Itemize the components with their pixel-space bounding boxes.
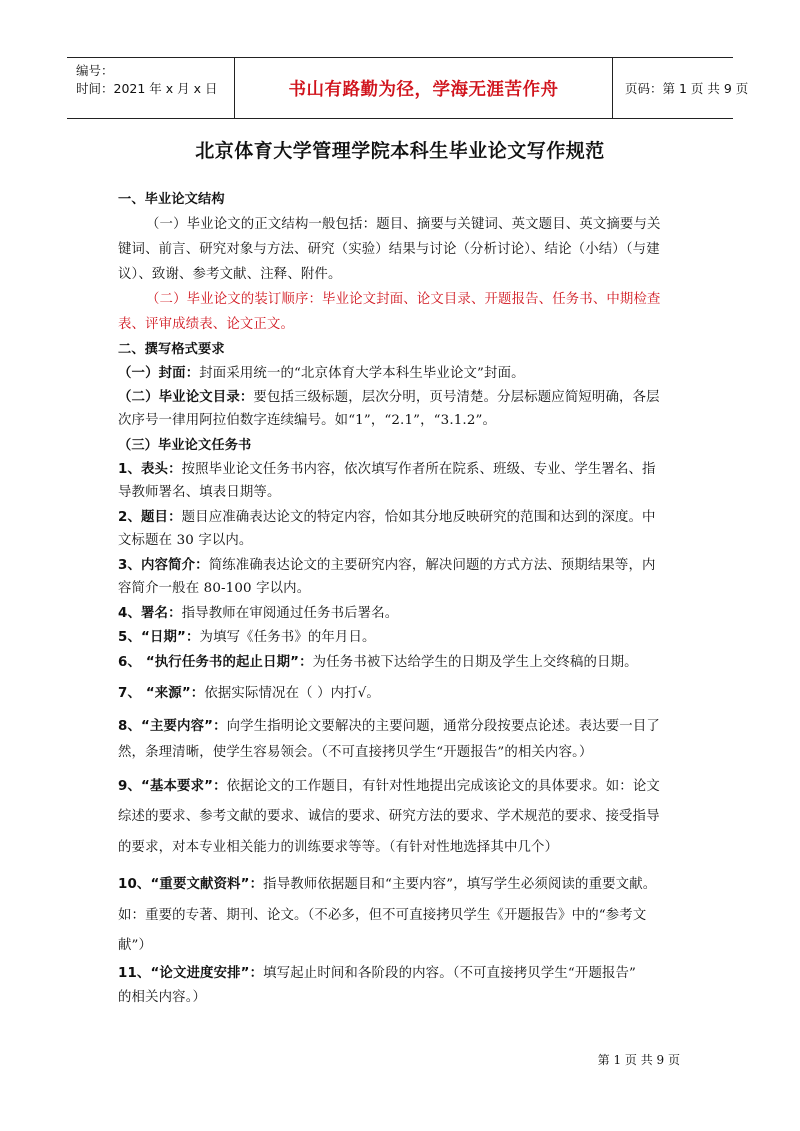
item-8-label: 8、“主要内容”： [118, 719, 227, 734]
toc-text: 要包括三级标题，层次分明，页号清楚。分层标题应简短明确，各层 [253, 390, 660, 405]
toc-label: （二）毕业论文目录： [118, 390, 254, 405]
item-10-text: 指导教师依据题目和“主要内容”，填写学生必须阅读的重要文献。 [263, 877, 657, 892]
item-9-cont: 综述的要求、参考文献的要求、诚信的要求、研究方法的要求、学术规范的要求、接受指导 [118, 809, 660, 824]
cover-item [118, 362, 525, 381]
item-3-text: 简练准确表达论文的主要研究内容，解决问题的方式方法、预期结果等，内 [208, 558, 656, 573]
item-9 [118, 775, 660, 794]
item-11-text: 填写起止时间和各阶段的内容。（不可直接拷贝学生“开题报告” [263, 966, 637, 981]
item-4-text: 指导教师在审阅通过任务书后署名。 [181, 606, 399, 621]
item-4-label: 4、署名： [118, 606, 182, 621]
item-4 [118, 602, 398, 621]
item-3-cont: 容简介一般在 80-100 字以内。 [118, 581, 311, 596]
item-2 [118, 506, 656, 525]
item-3-label: 3、内容简介： [118, 558, 209, 573]
binding-order-line: 表、评审成绩表、论文正文。 [118, 317, 295, 332]
item-5 [118, 626, 376, 645]
item-1-text: 按照毕业论文任务书内容，依次填写作者所在院系、班级、专业、学生署名、指 [181, 462, 656, 477]
header-meta-cell [67, 58, 235, 118]
toc-text-cont: 次序号一律用阿拉伯数字连续编号。如“1”，“2.1”，“3.1.2”。 [118, 413, 497, 428]
item-9-cont: 的要求，对本专业相关能力的训练要求等等。（有针对性地选择其中几个） [118, 840, 559, 855]
item-7 [118, 682, 380, 701]
task-heading: （三）毕业论文任务书 [118, 438, 252, 453]
item-1 [118, 458, 656, 477]
item-6-text: 为任务书被下达给学生的日期及学生上交终稿的日期。 [312, 655, 638, 670]
item-2-cont: 文标题在 30 字以内。 [118, 533, 253, 548]
item-11-cont: 的相关内容。） [118, 990, 207, 1005]
item-5-text: 为填写《任务书》的年月日。 [199, 630, 376, 645]
section-1-heading: 一、毕业论文结构 [118, 192, 225, 207]
header-page-cell [613, 58, 749, 118]
toc-item [118, 386, 660, 405]
item-2-text: 题目应准确表达论文的特定内容，恰如其分地反映研究的范围和达到的深度。中 [181, 510, 656, 525]
item-9-text: 依据论文的工作题目，有针对性地提出完成该论文的具体要求。如：论文 [226, 779, 660, 794]
item-1-cont: 导教师署名、填表日期等。 [118, 485, 281, 500]
paragraph-line: 键词、前言、研究对象与方法、研究（实验）结果与讨论（分析讨论）、结论（小结）（与建 [118, 242, 660, 257]
document-title: 北京体育大学管理学院本科生毕业论文写作规范 [195, 140, 605, 162]
serial-label: 编号： [76, 63, 114, 78]
item-10-cont: 献”） [118, 938, 153, 953]
item-11-label: 11、“论文进度安排”： [118, 966, 264, 981]
header-motto-cell [235, 58, 613, 118]
item-3 [118, 554, 656, 573]
item-1-label: 1、表头： [118, 462, 182, 477]
binding-order-line: （二）毕业论文的装订顺序：毕业论文封面、论文目录、开题报告、任务书、中期检查 [146, 292, 661, 307]
item-7-label: 7、 “来源”： [118, 686, 205, 701]
item-8-text: 向学生指明论文要解决的主要问题，通常分段按要点论述。表达要一目了 [226, 719, 660, 734]
paragraph-line: （一）毕业论文的正文结构一般包括：题目、摘要与关键词、英文题目、英文摘要与关 [146, 217, 661, 232]
item-8-cont: 然，条理清晰，使学生容易领会。（不可直接拷贝学生“开题报告”的相关内容。） [118, 745, 593, 760]
item-10-label: 10、“重要文献资料”： [118, 877, 264, 892]
section-2-heading: 二、撰写格式要求 [118, 342, 225, 357]
item-2-label: 2、题目： [118, 510, 182, 525]
paragraph-line: 议）、致谢、参考文献、注释、附件。 [118, 267, 342, 282]
cover-label: （一）封面： [118, 366, 200, 381]
page-footer: 第 1 页 共 9 页 [597, 1053, 680, 1067]
item-6-label: 6、 “执行任务书的起止日期”： [118, 655, 313, 670]
item-11 [118, 962, 636, 981]
item-6 [118, 651, 638, 670]
item-10 [118, 873, 656, 892]
item-8 [118, 715, 660, 734]
document-header [67, 57, 749, 119]
time-label: 时间：2021 年 x 月 x 日 [76, 81, 218, 96]
item-7-text: 依据实际情况在（ ）内打√。 [204, 686, 380, 701]
cover-text: 封面采用统一的“北京体育大学本科生毕业论文”封面。 [199, 366, 525, 381]
motto: 书山有路勤为径，学海无涯苦作舟 [288, 79, 559, 100]
item-10-cont: 如：重要的专著、期刊、论文。（不必多，但不可直接拷贝学生《开题报告》中的“参考文 [118, 908, 647, 923]
item-9-label: 9、“基本要求”： [118, 779, 227, 794]
item-5-label: 5、“日期”： [118, 630, 200, 645]
page-number: 页码：第 1 页 共 9 页 [625, 81, 749, 96]
